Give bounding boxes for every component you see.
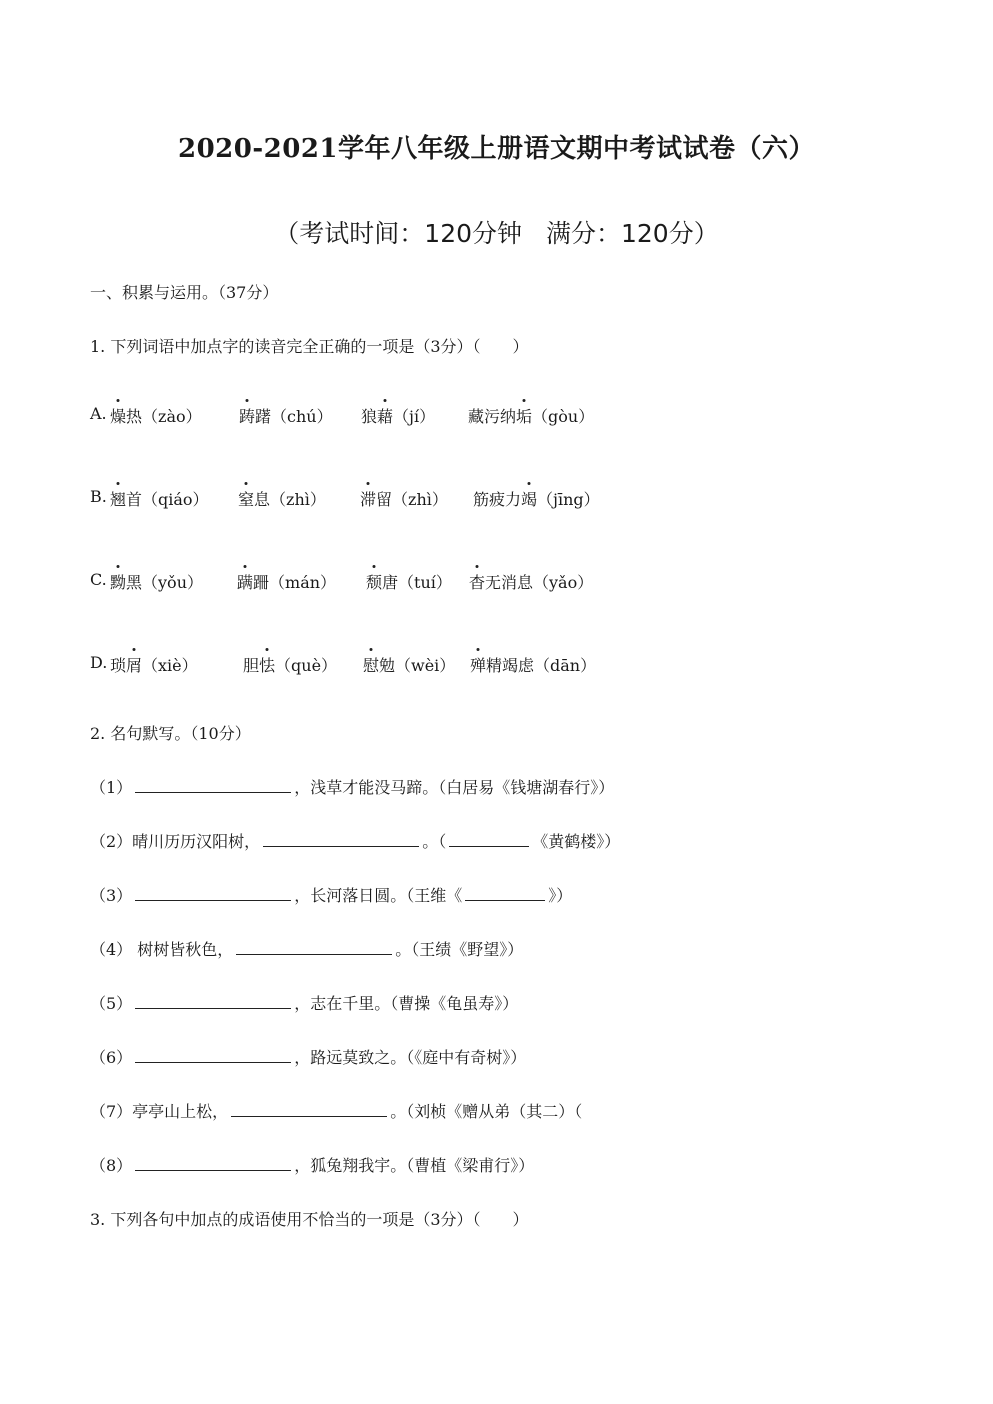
word-pinyin: 唐（tuí） <box>382 573 452 592</box>
word-pinyin: 黑（yǒu） <box>126 573 203 592</box>
word-pinyin: 首（qiáo） <box>126 490 209 509</box>
word: 琐 <box>110 656 127 675</box>
section-heading: 一、积累与运用。（37分） <box>90 283 279 302</box>
dotted-char: 竭 <box>521 487 537 510</box>
option-c <box>90 570 594 592</box>
word-pinyin: （xiè） <box>142 656 198 675</box>
dotted-char: 燥 <box>110 404 126 427</box>
word-pinyin: （jīng） <box>537 490 600 509</box>
word: 筋疲力 <box>473 490 522 509</box>
answer-blank[interactable] <box>236 940 392 955</box>
line-text: 。（刘桢《赠从弟（其二）（ <box>390 1102 583 1121</box>
line-prefix: （1） <box>90 778 133 797</box>
line-prefix: （5） <box>90 994 133 1013</box>
word-pinyin: 留（zhì） <box>376 490 448 509</box>
line-text: 《黄鹤楼》） <box>532 832 621 851</box>
exam-title: 2020-2021学年八年级上册语文期中考试试卷（六） <box>177 134 816 164</box>
dotted-char: 杳 <box>469 570 485 593</box>
dotted-char: 藉 <box>377 404 393 427</box>
word-pinyin: 躇（chú） <box>255 407 333 426</box>
line-text: ，路远莫致之。（《庭中有奇树》） <box>294 1048 527 1067</box>
line-prefix: （8） <box>90 1156 133 1175</box>
recitation-line-5 <box>90 991 518 1014</box>
question-1-stem: 1. 下列词语中加点字的读音完全正确的一项是（3分）（ ） <box>90 337 529 356</box>
exam-time: （考试时间：120分钟 <box>274 219 522 248</box>
recitation-line-6 <box>90 1045 526 1068</box>
question-2-stem: 2. 名句默写。（10分） <box>90 724 251 743</box>
answer-blank[interactable] <box>135 1156 291 1171</box>
word-pinyin: 勉（wèi） <box>379 656 456 675</box>
answer-blank[interactable] <box>135 1048 291 1063</box>
recitation-line-8 <box>90 1153 534 1176</box>
option-label: B. <box>90 487 107 506</box>
author-blank[interactable] <box>449 832 529 847</box>
answer-blank[interactable] <box>135 886 291 901</box>
word: 狼 <box>361 407 378 426</box>
option-a <box>90 404 595 426</box>
line-prefix: （2）晴川历历汉阳树， <box>90 832 261 851</box>
question-3-stem: 3. 下列各句中加点的成语使用不恰当的一项是（3分）（ ） <box>90 1210 529 1229</box>
exam-info <box>0 214 993 250</box>
exam-full-score: 满分：120分） <box>546 219 719 248</box>
line-text: ，志在千里。（曹操《龟虽寿》） <box>294 994 519 1013</box>
recitation-line-4 <box>90 937 523 960</box>
dotted-char: 滞 <box>360 487 376 510</box>
answer-blank[interactable] <box>135 994 291 1009</box>
dotted-char: 翘 <box>110 487 126 510</box>
dotted-char: 殚 <box>470 653 486 676</box>
answer-blank[interactable] <box>231 1102 387 1117</box>
line-text: 》） <box>548 886 573 905</box>
line-prefix: （4） 树树皆秋色， <box>90 940 234 959</box>
dotted-char: 黝 <box>110 570 126 593</box>
option-label: D. <box>90 653 108 672</box>
dotted-char: 慰 <box>363 653 379 676</box>
option-d <box>90 653 597 675</box>
word: 藏污纳 <box>468 407 517 426</box>
option-label: C. <box>90 570 107 589</box>
word-pinyin: （gòu） <box>532 407 595 426</box>
line-prefix: （6） <box>90 1048 133 1067</box>
dotted-char: 踌 <box>239 404 255 427</box>
word-pinyin: 跚（mán） <box>253 573 337 592</box>
dotted-char: 窒 <box>238 487 254 510</box>
line-prefix: （3） <box>90 886 133 905</box>
dotted-char: 屑 <box>126 653 142 676</box>
dotted-char: 蹒 <box>237 570 253 593</box>
recitation-line-2 <box>90 829 620 852</box>
word-pinyin: （jí） <box>393 407 436 426</box>
dotted-char: 垢 <box>516 404 532 427</box>
word: 胆 <box>243 656 260 675</box>
word-pinyin: 精竭虑（dān） <box>486 656 597 675</box>
line-text: ，长河落日圆。（王维《 <box>294 886 463 905</box>
line-prefix: （7）亭亭山上松， <box>90 1102 229 1121</box>
recitation-line-1 <box>90 775 614 798</box>
line-text: ，浅草才能没马蹄。（白居易《钱塘湖春行》） <box>294 778 615 797</box>
word-pinyin: 无消息（yǎo） <box>485 573 594 592</box>
line-text: 。（ <box>422 832 447 851</box>
line-text: ，狐兔翔我宇。（曹植《梁甫行》） <box>294 1156 535 1175</box>
recitation-line-7 <box>90 1099 582 1122</box>
word-pinyin: （què） <box>275 656 338 675</box>
title-blank[interactable] <box>465 886 545 901</box>
option-label: A. <box>90 404 107 423</box>
word-pinyin: 息（zhì） <box>254 490 326 509</box>
answer-blank[interactable] <box>263 832 419 847</box>
dotted-char: 怯 <box>259 653 275 676</box>
option-b <box>90 487 600 509</box>
line-text: 。（王绩《野望》） <box>395 940 524 959</box>
dotted-char: 颓 <box>366 570 382 593</box>
recitation-line-3 <box>90 883 572 906</box>
answer-blank[interactable] <box>135 778 291 793</box>
word-pinyin: 热（zào） <box>126 407 202 426</box>
